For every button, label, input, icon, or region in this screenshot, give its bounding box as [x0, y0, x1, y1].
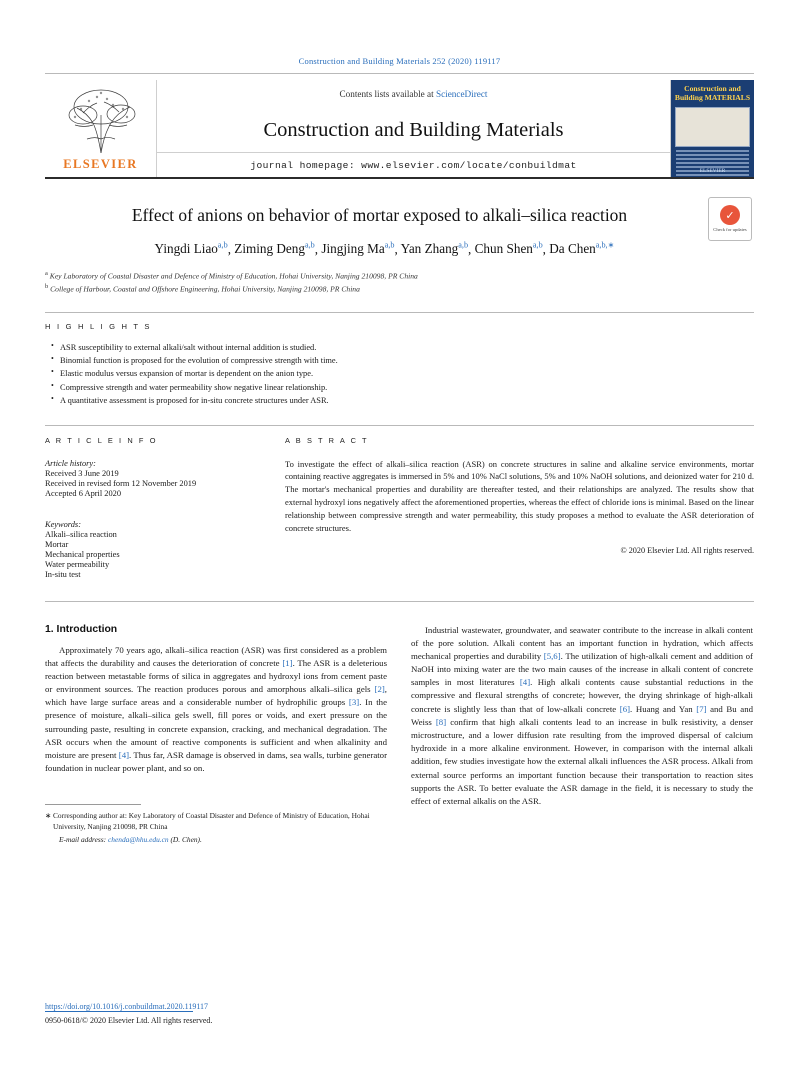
affiliations: [45, 269, 754, 294]
journal-homepage[interactable]: journal homepage: www.elsevier.com/locate/conbuildmat: [157, 152, 670, 177]
history-title: Article history:: [45, 458, 96, 468]
citation-link[interactable]: [6]: [619, 703, 631, 714]
elsevier-tree-icon: [53, 83, 149, 157]
keyword: Mortar: [45, 539, 69, 549]
email-link[interactable]: chenda@hhu.edu.cn: [108, 834, 169, 844]
elsevier-logo: [45, 80, 157, 177]
keyword: Alkali–silica reaction: [45, 529, 117, 539]
keyword: Water permeability: [45, 559, 110, 569]
history-revised: Received in revised form 12 November 2019: [45, 478, 197, 488]
body-column-left: [45, 624, 387, 844]
crossmark-label: Check for updates: [713, 227, 747, 233]
divider-abstract: [45, 425, 754, 426]
citation-link[interactable]: [4]: [118, 750, 130, 761]
cover-image: [675, 107, 750, 147]
author[interactable]: Ziming Deng$^{a,b}$: [234, 241, 315, 257]
keywords-title: Keywords:: [45, 519, 81, 529]
section-heading-introduction: 1. Introduction: [45, 623, 118, 635]
intro-paragraph-right: Industrial wastewater, groundwater, and seawater contribute to the increase in alkali content of the pore solution. Alkali content has an important function in hydration, which affects mechanical properties and durability [5,6]. The utilization of high-alkali cement and addition of NaOH into mixing water are the two main causes of the increase in alkali content of concrete samples in most literatures [4]. High alkali contents cause substantial reductions in the compressive and flexural strengths of concrete; however, the drying shrinkage of high-alkali concrete is slightly less than that of low-alkali concrete [6]. Huang and Yan [7] and Bu and Weiss [8] confirm that high alkali contents lead to an increase in bulk resistivity, a denser microstructure, and a lower diffusion rate resulting from the improved dispersal of calcium hydroxide in a more alkaline environment. However, in comparison with the internal alkali addition, few studies investigate how the external alkali influences the ASR process. Alkali from external source performs an important function because their transportation to reaction sites supports the ASR. To better evaluate the ASR damage in the field, it is necessary to study the effect of external alkalis on the ASR.: [411, 624, 754, 806]
citation-link[interactable]: [8]: [435, 716, 447, 727]
footnote-block: [45, 797, 387, 843]
journal-title: Construction and Building Materials: [263, 119, 564, 141]
citation-link[interactable]: [4]: [519, 677, 531, 688]
masthead-center: [157, 80, 670, 177]
contents-prefix: Contents lists available at: [339, 89, 434, 99]
highlights-list: [45, 341, 754, 406]
citation-link[interactable]: [7]: [696, 703, 707, 714]
crossmark-badge[interactable]: [708, 197, 752, 241]
doi-underline: [45, 1011, 193, 1012]
abstract-block: [267, 436, 754, 579]
citation-link[interactable]: [5,6]: [543, 650, 561, 661]
affiliation-a: $^a$ Key Laboratory of Coastal Disaster and Defence of Ministry of Education, Hohai University, Nanjing 210098, PR China: [45, 270, 418, 281]
contents-line: [157, 89, 670, 99]
sciencedirect-link[interactable]: ScienceDirect: [435, 89, 488, 99]
page-title: Effect of anions on behavior of mortar exposed to alkali–silica reaction: [131, 205, 628, 225]
footer-block: [45, 1002, 212, 1025]
cover-title: Construction and Building MATERIALS: [674, 84, 751, 102]
author[interactable]: Yan Zhang$^{a,b}$: [400, 241, 469, 257]
author[interactable]: Yingdi Liao$^{a,b}$: [154, 241, 228, 257]
journal-cover-thumbnail[interactable]: [670, 80, 754, 177]
corresponding-author-note: ∗ Corresponding author at: Key Laboratory of Coastal Disaster and Defence of Ministry of Education, Hohai University, Nanjing 210098, PR China: [45, 811, 370, 832]
body-columns: [45, 624, 754, 844]
abstract-label: A B S T R A C T: [285, 435, 369, 445]
running-head: Construction and Building Materials 252 (2020) 119117: [298, 56, 501, 66]
divider-top: [45, 73, 754, 74]
doi-link[interactable]: https://doi.org/10.1016/j.conbuildmat.2020.119117: [45, 1002, 209, 1011]
author[interactable]: Da Chen$^{a,b,∗}$: [549, 241, 615, 257]
email-line: E-mail address: chenda@hhu.edu.cn (D. Chen).: [59, 834, 202, 844]
author[interactable]: Jingjing Ma$^{a,b}$: [321, 241, 395, 257]
list-item: • Compressive strength and water permeability show negative linear relationship.: [51, 381, 754, 394]
title-block: [45, 179, 754, 294]
journal-masthead: [45, 80, 754, 177]
footnote-marker: ∗: [45, 811, 52, 821]
list-item: • Binomial function is proposed for the evolution of compressive strength with time.: [51, 354, 754, 367]
abstract-text: To investigate the effect of alkali–silica reaction (ASR) on concrete structures in saline and alkaline service environments, mortar containing reactive aggregates is immersed in 5% and 10% NaCl solutions, 5% and 10% NaOH solutions, and deionized water for 210 d. The mortar's mechanical properties and durability are thereafter tested, and their relationships are analyzed. The results show that external hydroxyl ions negatively affect the aforementioned properties, whereas the effect of chloride ions is minimal. Based on the linear relationship between compressive strength and water permeability, this study proposes a method to evaluate the ASR deterioration of concrete structures.: [285, 458, 754, 534]
citation-link[interactable]: [2]: [374, 684, 385, 695]
author-list: Yingdi Liao$^{a,b}$, Ziming Deng$^{a,b}$, Jingjing Ma$^{a,b}$, Yan Zhang$^{a,b}$, Chun Shen$^{a,b}$, Da Chen$^{a,b,∗}$: [154, 241, 615, 257]
history-received: Received 3 June 2019: [45, 468, 119, 478]
footnote-divider: [45, 804, 141, 805]
author[interactable]: Chun Shen$^{a,b}$: [474, 241, 543, 257]
article-info: [45, 436, 267, 579]
info-abstract-row: [45, 436, 754, 579]
elsevier-wordmark: ELSEVIER: [63, 157, 138, 171]
list-item: • A quantitative assessment is proposed for in-situ concrete structures under ASR.: [51, 394, 754, 407]
citation-link[interactable]: [1]: [282, 657, 293, 668]
issn-copyright: 0950-0618/© 2020 Elsevier Ltd. All rights reserved.: [45, 1016, 213, 1025]
keyword: Mechanical properties: [45, 549, 120, 559]
history-accepted: Accepted 6 April 2020: [45, 488, 122, 498]
highlights-label: H I G H L I G H T S: [45, 322, 152, 332]
crossmark-icon: ✓: [720, 205, 740, 225]
divider-body: [45, 601, 754, 602]
keyword: In-situ test: [45, 569, 81, 579]
divider-highlights: [45, 312, 754, 313]
article-info-label: A R T I C L E I N F O: [45, 435, 158, 445]
list-item: • ASR susceptibility to external alkali/salt without internal addition is studied.: [51, 341, 754, 354]
body-column-right: [411, 624, 753, 844]
copyright-line: © 2020 Elsevier Ltd. All rights reserved.: [620, 545, 754, 555]
list-item: • Elastic modulus versus expansion of mortar is dependent on the anion type.: [51, 367, 754, 380]
intro-paragraph-left: Approximately 70 years ago, alkali–silica reaction (ASR) was first considered as a problem that affects the durability and causes the deterioration of concrete [1]. The ASR is a deleterious reaction between metastable forms of silica in aggregates and hydroxyl ions from cement paste or environment sources. The reaction produces porous and amorphous alkali–silica gels [2], which have large surface areas and a considerable number of hydrophilic groups [3]. In the presence of moisture, alkali–silica gels swell, fill pores or voids, and exert pressure on the surrounding paste, resulting in concrete expansion, cracking, and mechanical degradation. The ASR occurs when the amount of reactive components is sufficient and when alkalinity and moisture are present [4]. Thus far, ASR damage is observed in dams, sea walls, turbine generator foundation in nuclear power plant, and so on.: [45, 644, 387, 774]
cover-footer: ELSEVIER: [699, 168, 726, 174]
affiliation-b: $^b$ College of Harbour, Coastal and Offshore Engineering, Hohai University, Nanjing 210098, PR China: [45, 282, 360, 294]
citation-link[interactable]: [3]: [348, 697, 360, 708]
